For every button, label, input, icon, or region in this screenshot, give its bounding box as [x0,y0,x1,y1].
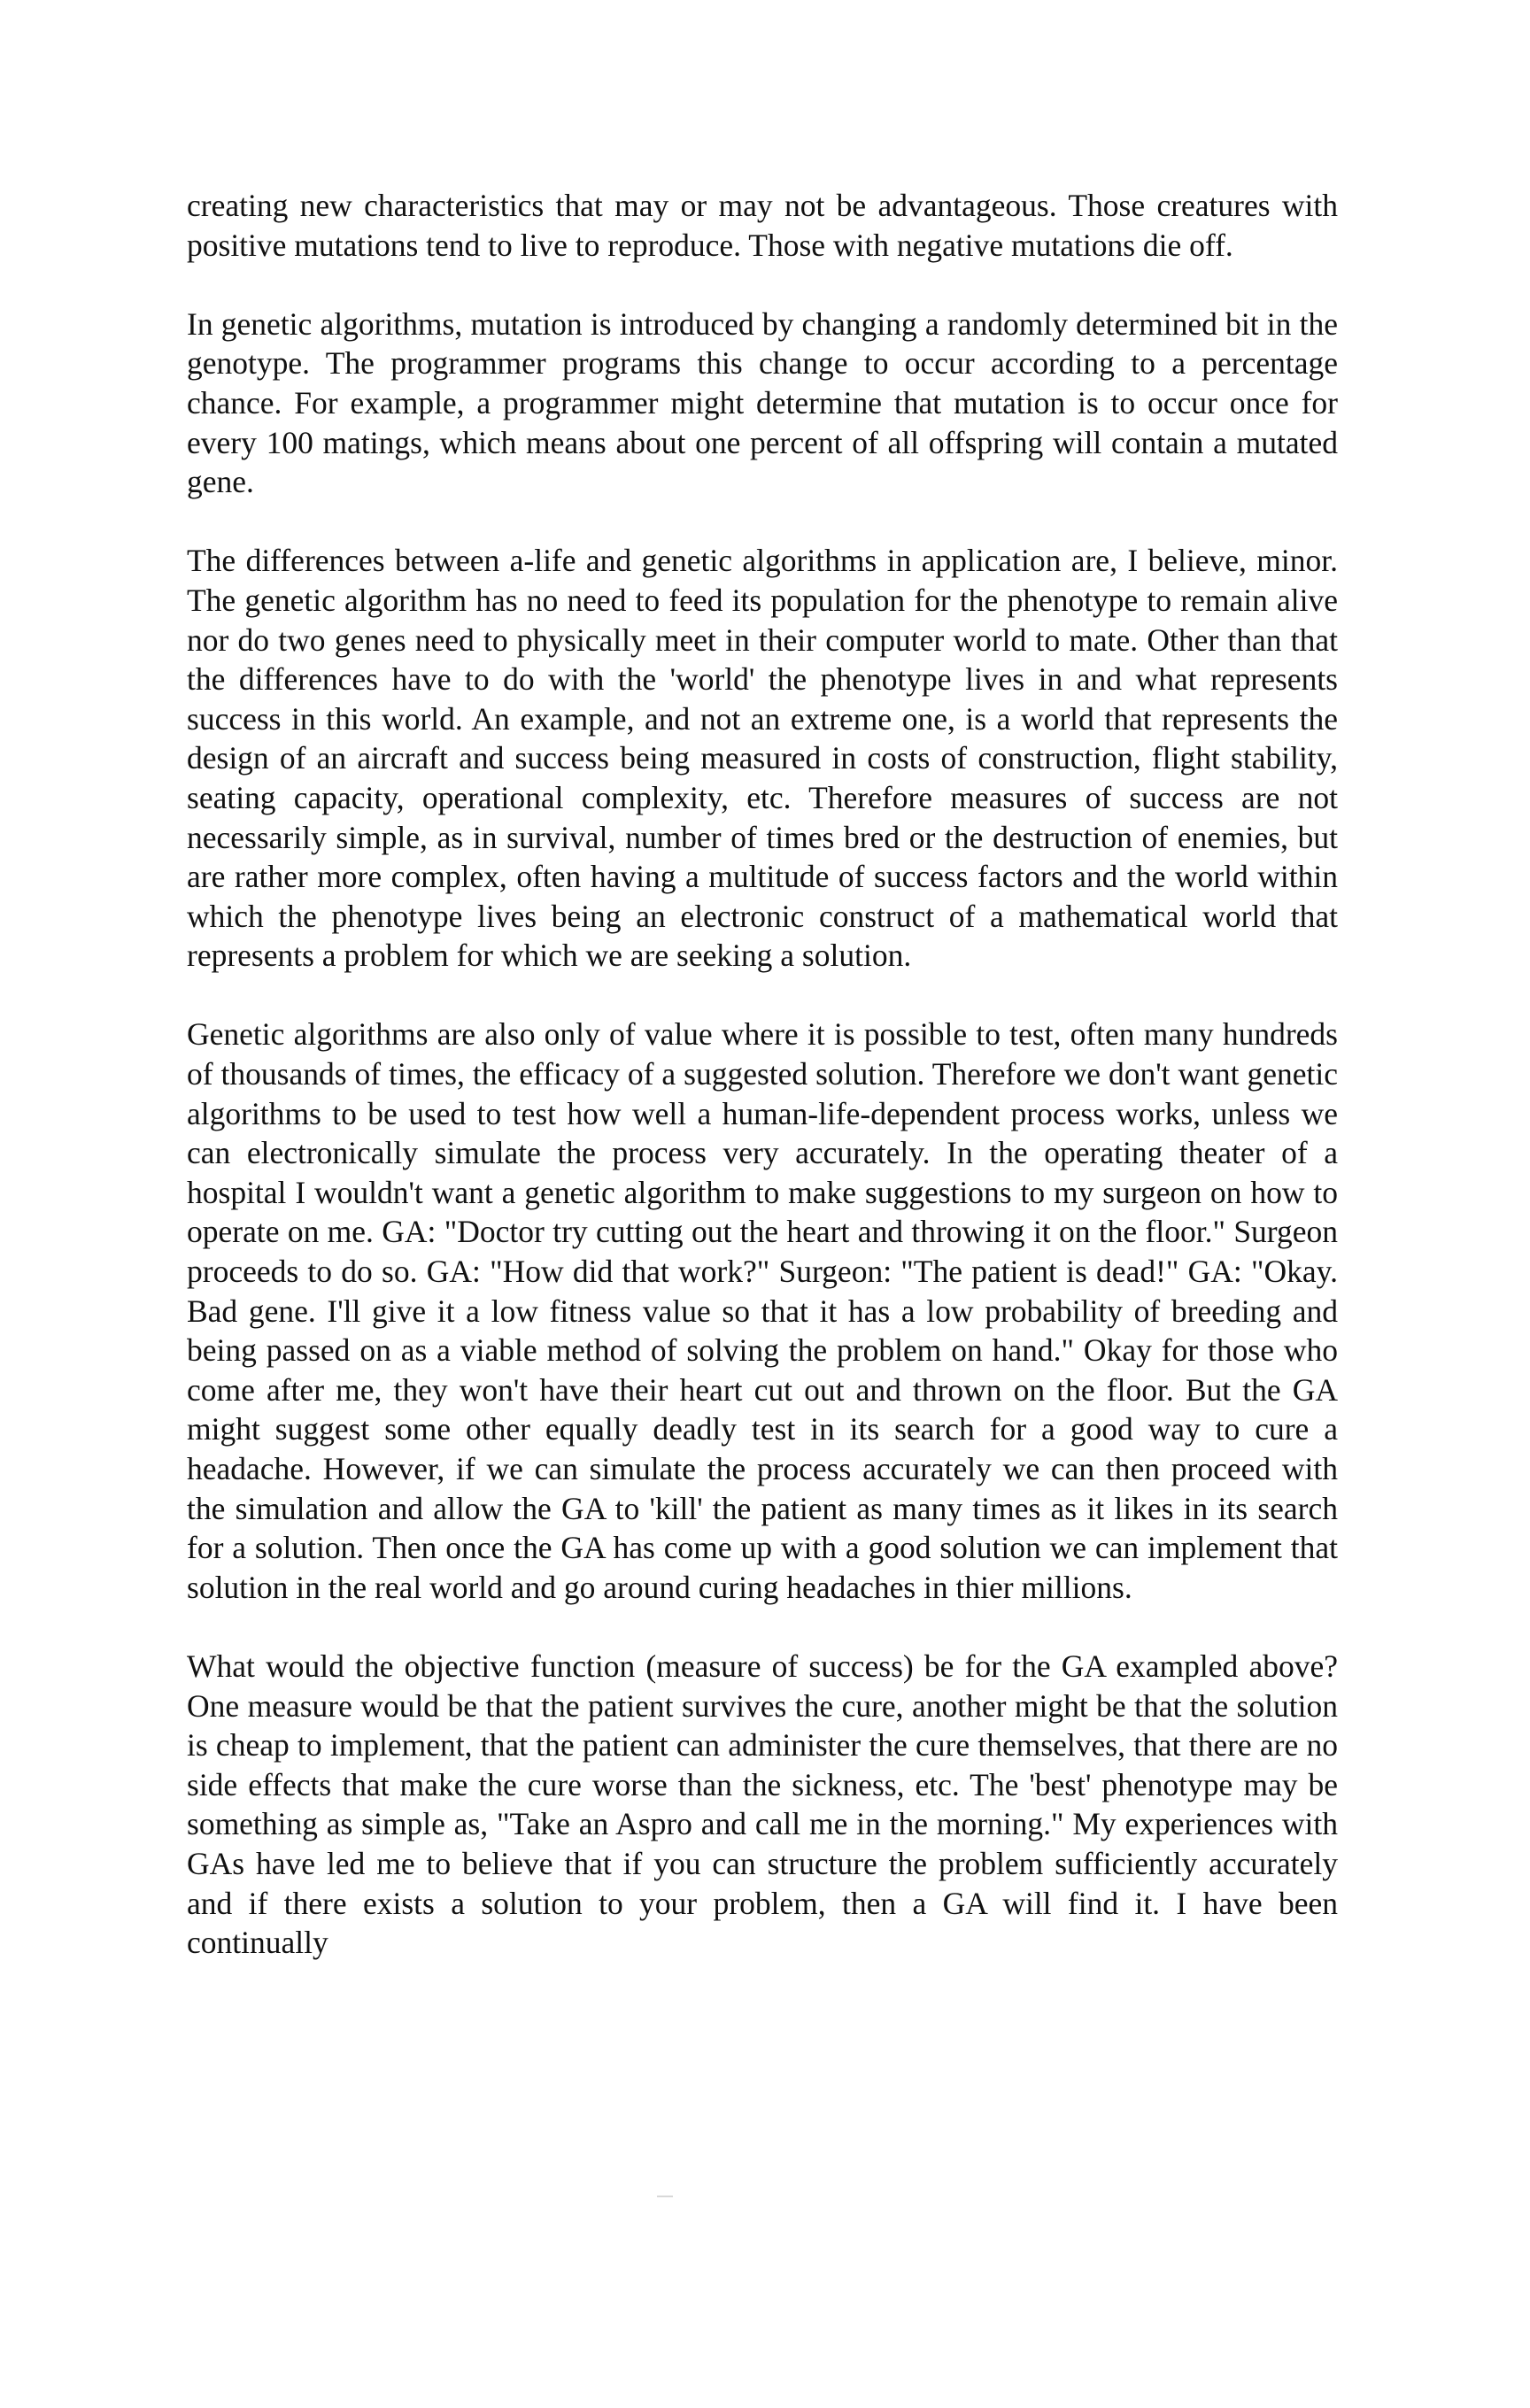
paragraph-ga-testing: Genetic algorithms are also only of value where it is possible to test, often many hundreds of thousands of times, the efficacy of a suggested solution. Therefore we don't want genetic algorithms to be used to test how well a human-life-dependent process works, unless we can electronically simulate the process very accurately. In the operating theater of a hospital I wouldn't want a genetic algorithm to make suggestions to my surgeon on how to operate on me. GA: "Doctor try cutting out the heart and throwing it on the floor." Surgeon proceeds to do so. GA: "How did that work?" Surgeon: "The patient is dead!" GA: "Okay. Bad gene. I'll give it a low fitness value so that it has a low probability of breeding and being passed on as a viable method of solving the problem on hand." Okay for those who come after me, they won't have their heart cut out and thrown on the floor. But the GA might suggest some other equally deadly test in its search for a good way to cure a headache. However, if we can simulate the process accurately we can then proceed with the simulation and allow the GA to 'kill' the patient as many times as it likes in its search for a solution. Then once the GA has come up with a good solution we can implement that solution in the real world and go around curing headaches in thier millions. [187,1016,1338,1605]
paragraph-objective-function: What would the objective function (measure of success) be for the GA exampled above? One measure would be that the patient survives the cure, another might be that the solution is cheap to implement, that the patient can administer the cure themselves, that there are no side effects that make the cure worse than the sickness, etc. The 'best' phenotype may be something as simple as, "Take an Aspro and call me in the morning." My experiences with GAs have led me to believe that if you can structure the problem sufficiently accurately and if there exists a solution to your problem, then a GA will find it. I have been continually [187,1648,1338,1961]
paragraph-alife-vs-ga: The differences between a-life and genetic algorithms in application are, I believe, minor. The genetic algorithm has no need to feed its population for the phenotype to remain alive nor do two genes need to physically meet in their computer world to mate. Other than that the differences have to do with the 'world' the phenotype lives in and what represents success in this world. An example, and not an extreme one, is a world that represents the design of an aircraft and success being measured in costs of construction, flight stability, seating capacity, operational complexity, etc. Therefore measures of success are not necessarily simple, as in survival, number of times bred or the destruction of enemies, but are rather more complex, often having a multitude of success factors and the world within which the phenotype lives being an electronic construct of a mathematical world that represents a problem for which we are seeking a solution. [187,543,1338,974]
paragraph-ga-mutation: In genetic algorithms, mutation is introduced by changing a randomly determined bit in the genotype. The programmer programs this change to occur according to a percentage chance. For example, a programmer might determine that mutation is to occur once for every 100 matings, which means about one percent of all offspring will contain a mutated gene. [187,305,1338,500]
body-text [187,186,1338,1963]
paragraph-mutation-continuation: creating new characteristics that may or may not be advantageous. Those creatures with positive mutations tend to live to reproduce. Those with negative mutations die off. [187,188,1338,263]
scan-artifact [657,2196,673,2197]
